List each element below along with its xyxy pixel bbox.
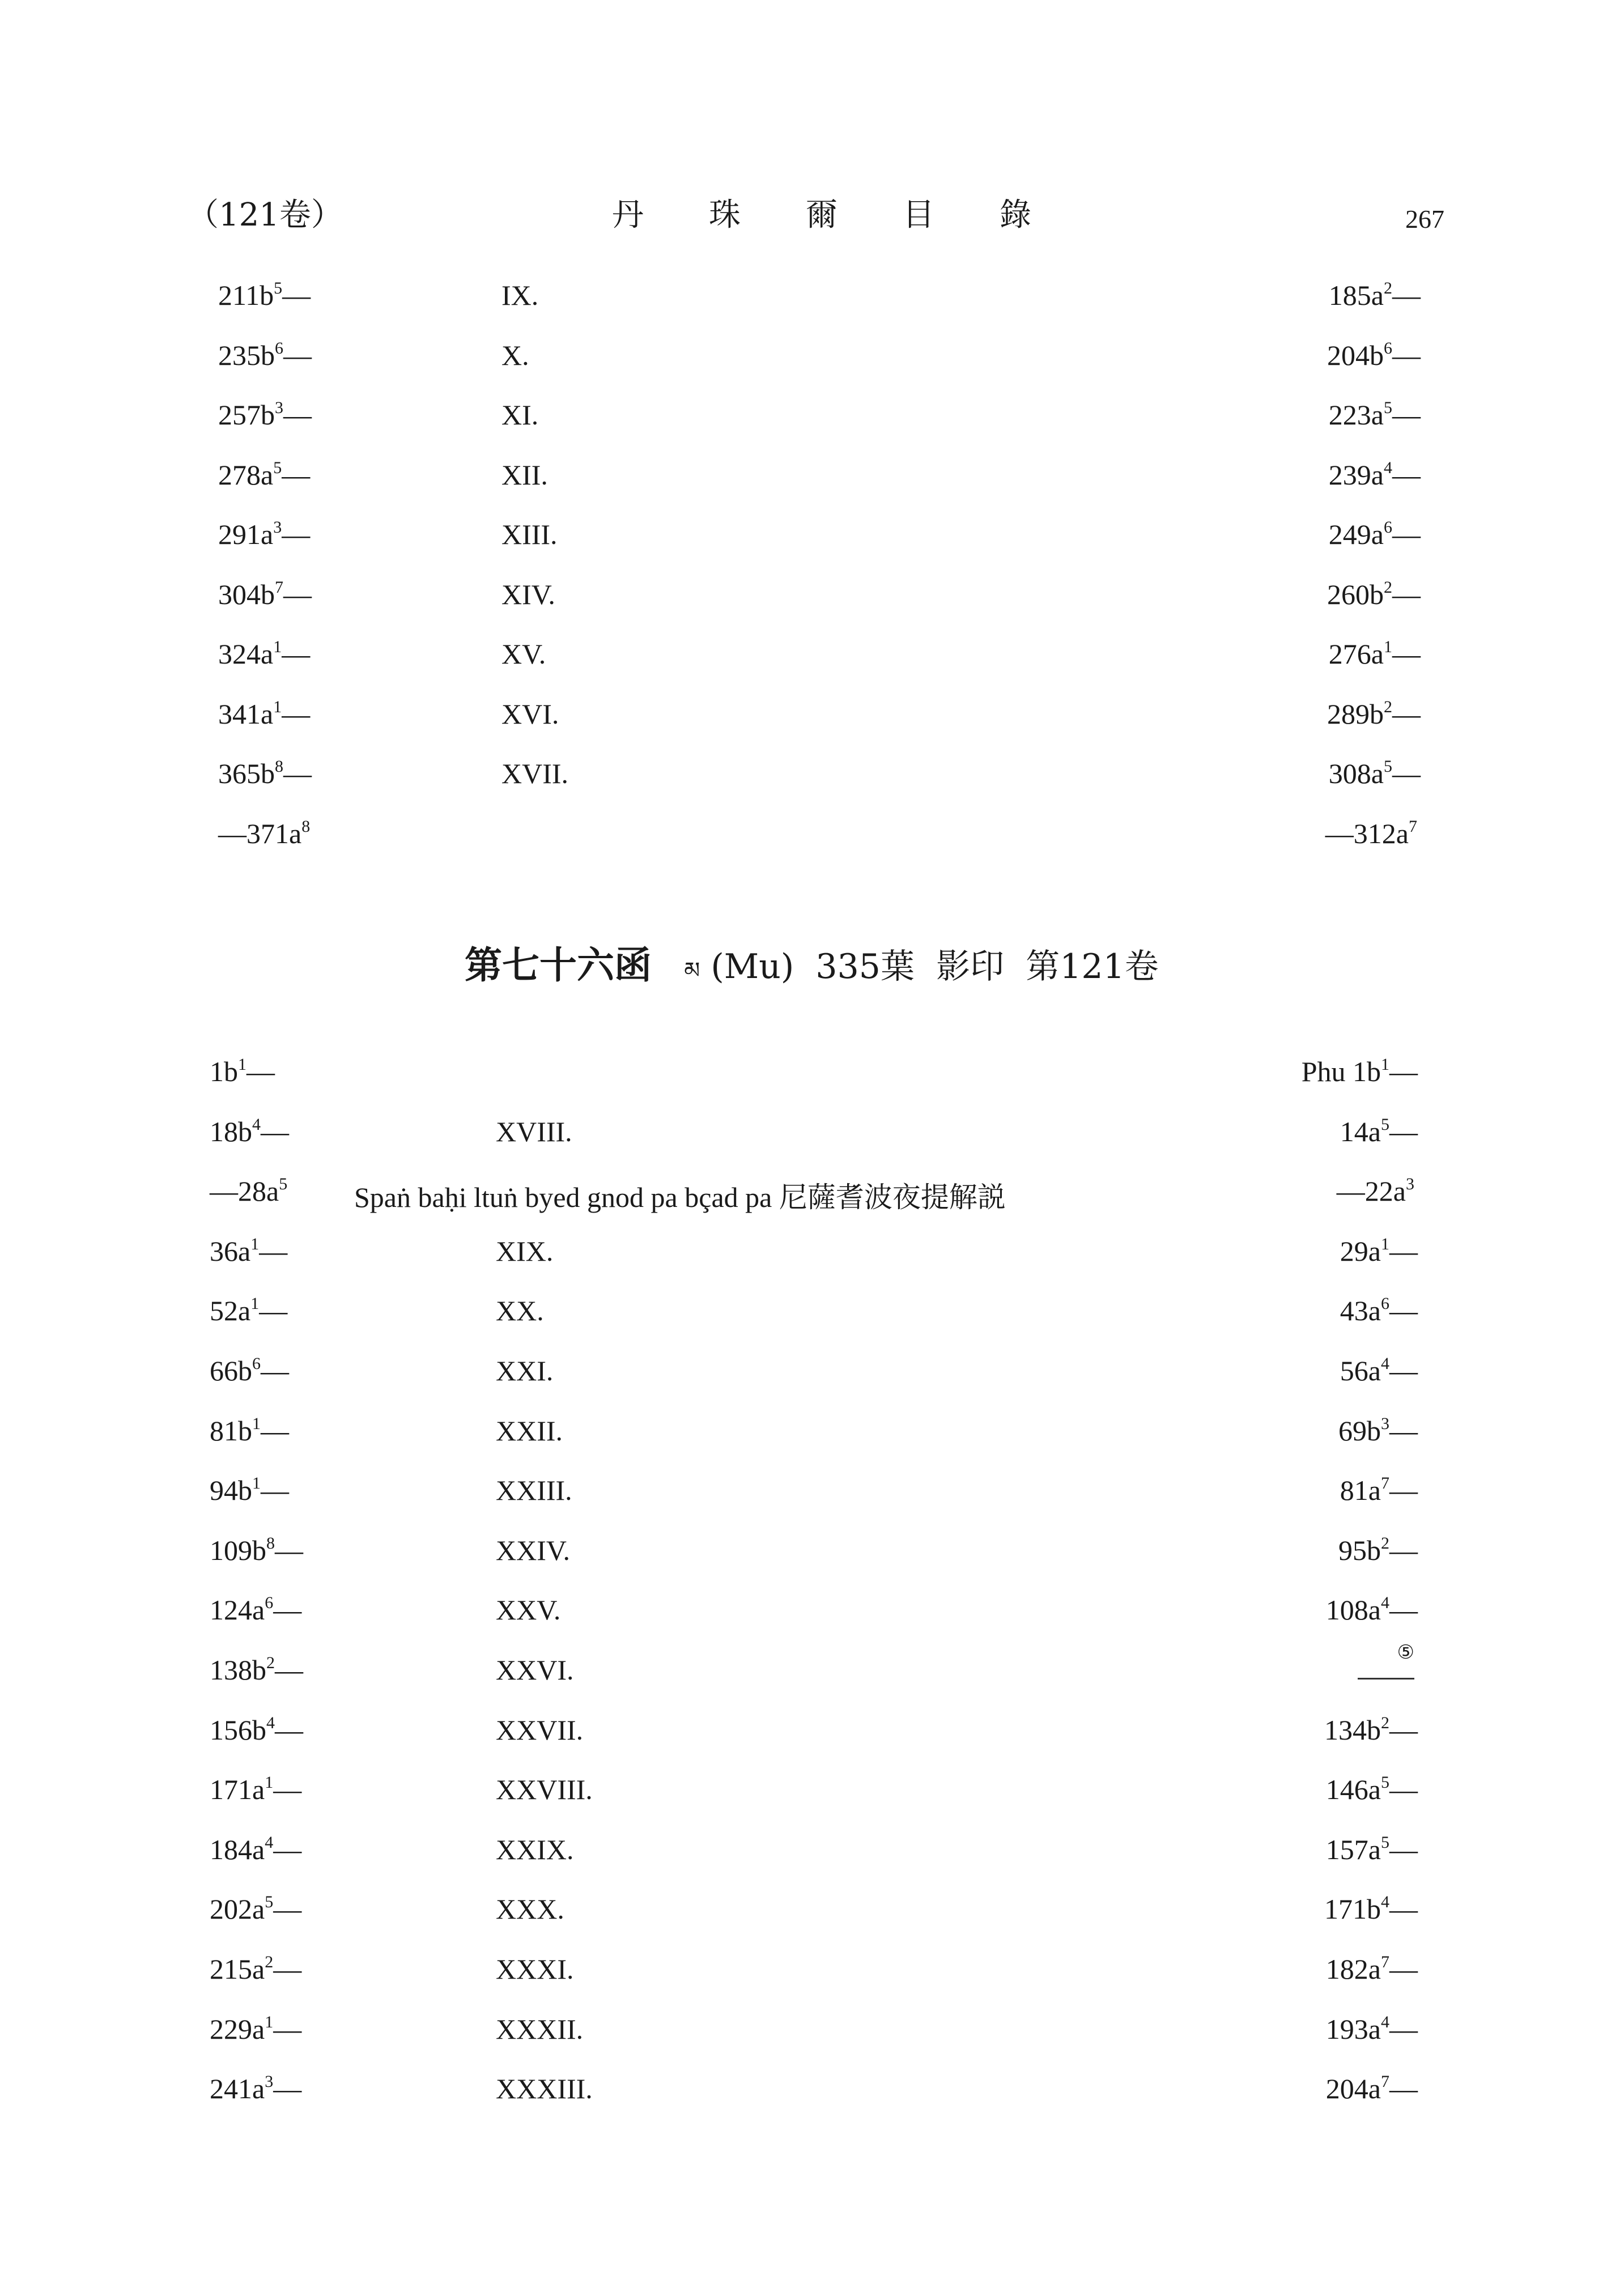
right-folio <box>1327 698 1417 730</box>
right-folio-base: 56a <box>1340 1355 1381 1387</box>
left-folio <box>218 518 307 551</box>
text-title: Spaṅ baḥi ltuṅ byed gnod pa bçad pa 尼薩耆波夜提解説 <box>354 1181 1006 1214</box>
table-row <box>0 698 1624 758</box>
left-folio-dash: — <box>273 2013 299 2045</box>
left-folio-dash: — <box>261 1115 286 1147</box>
left-folio-dash: — <box>261 1414 286 1447</box>
right-folio-sup: 1 <box>1384 637 1392 656</box>
left-folio-sup: 2 <box>265 1953 274 1971</box>
right-folio-base: 289b <box>1327 698 1384 730</box>
right-folio-base: 157a <box>1325 1833 1381 1865</box>
left-folio <box>218 339 308 372</box>
left-folio-dash: — <box>273 1953 299 1985</box>
right-folio-dash: — <box>1389 1056 1414 1087</box>
left-folio-sup: 8 <box>275 757 283 776</box>
left-folio-dash: — <box>282 698 307 730</box>
left-folio-dash: — <box>282 279 308 311</box>
right-folio-sup: 7 <box>1381 2072 1389 2091</box>
right-folio <box>1326 2013 1414 2046</box>
right-folio-base: 43a <box>1340 1295 1381 1327</box>
left-folio <box>210 1953 298 1985</box>
right-folio <box>1326 1593 1414 1626</box>
left-folio-sup: 6 <box>275 338 283 358</box>
chapter-number: XIII. <box>501 518 558 550</box>
left-folio-base: 18b <box>210 1115 252 1147</box>
right-folio <box>1324 1714 1414 1746</box>
left-folio-dash: — <box>273 1893 299 1925</box>
left-folio <box>218 578 308 611</box>
right-folio-base: —22a <box>1336 1175 1406 1207</box>
right-folio-base: 308a <box>1328 758 1384 789</box>
left-folio-dash: — <box>273 1774 299 1806</box>
left-folio <box>210 1653 300 1686</box>
right-folio <box>1327 578 1417 611</box>
chapter-number: XII. <box>501 458 548 491</box>
right-folio-base: 239a <box>1328 458 1384 491</box>
left-folio-base: 291a <box>218 518 274 550</box>
left-folio-base: 202a <box>210 1893 265 1925</box>
left-folio-dash: — <box>282 638 307 670</box>
right-folio-sup: 5 <box>1384 398 1392 417</box>
chapter-number: XVII. <box>501 758 569 789</box>
left-folio-base: 109b <box>210 1534 266 1566</box>
chapter-number: XVIII. <box>496 1115 572 1147</box>
left-folio <box>210 1773 298 1806</box>
left-folio <box>210 1714 300 1746</box>
right-folio-base: 95b <box>1338 1534 1381 1566</box>
right-folio-sup: 4 <box>1381 1593 1389 1613</box>
left-folio-dash: — <box>283 578 308 610</box>
right-folio-sup: 6 <box>1381 1294 1389 1313</box>
right-folio <box>1329 458 1417 491</box>
left-folio-base: 241a <box>210 2073 265 2105</box>
table-row <box>0 1474 1624 1534</box>
right-folio-dash: — <box>1389 1414 1414 1447</box>
right-folio-sup: 4 <box>1381 1354 1389 1373</box>
left-folio-base: 235b <box>218 339 275 371</box>
right-folio-base: 171b <box>1324 1893 1381 1925</box>
left-folio-dash: — <box>273 1833 299 1865</box>
right-folio-sup: 1 <box>1381 1234 1389 1253</box>
left-folio-sup: 1 <box>265 2012 274 2031</box>
right-folio-sup: 2 <box>1381 1713 1389 1732</box>
left-folio-base: —371a <box>218 817 302 849</box>
table-row <box>0 1175 1624 1235</box>
table-row <box>0 817 1624 877</box>
right-folio-dash: — <box>1389 1295 1414 1327</box>
left-folio-sup: 1 <box>238 1055 246 1074</box>
left-folio <box>210 1593 298 1626</box>
chapter-number: XXX. <box>496 1893 564 1925</box>
right-folio <box>1326 1773 1414 1806</box>
left-folio-base: 156b <box>210 1714 266 1746</box>
right-folio-base: 134b <box>1324 1714 1381 1746</box>
left-folio <box>218 757 308 790</box>
left-folio <box>218 279 307 312</box>
left-folio-dash: — <box>283 399 308 431</box>
right-folio-base: 185a <box>1328 279 1384 311</box>
table-row <box>0 637 1624 698</box>
table-row <box>0 1893 1624 1953</box>
right-folio-dash: — <box>1392 638 1417 670</box>
left-folio-base: 138b <box>210 1654 266 1686</box>
chapter-number: XXIII. <box>496 1474 572 1507</box>
left-folio-base: 171a <box>210 1774 265 1806</box>
left-folio <box>210 2072 298 2105</box>
section-title <box>465 935 1159 1009</box>
right-folio-dash: — <box>1389 1714 1414 1746</box>
right-folio-dash: — <box>1389 1833 1414 1865</box>
left-folio <box>218 398 308 431</box>
table-row <box>0 1235 1624 1295</box>
chapter-number: XIX. <box>496 1235 554 1267</box>
left-folio-base: 215a <box>210 1953 265 1985</box>
left-folio-base: 229a <box>210 2013 265 2045</box>
right-folio-dash: — <box>1389 1235 1414 1267</box>
left-folio-base: 94b <box>210 1474 252 1507</box>
right-folio-sup: 2 <box>1384 279 1392 297</box>
right-folio-sup: 2 <box>1381 1533 1389 1553</box>
left-folio-base: 184a <box>210 1833 265 1865</box>
right-folio <box>1340 1354 1414 1387</box>
right-folio-dash: — <box>1392 458 1417 491</box>
right-folio-base: 108a <box>1325 1594 1381 1626</box>
left-folio-sup: 1 <box>250 1294 260 1313</box>
left-folio <box>210 2013 298 2046</box>
table-row <box>0 578 1624 638</box>
right-folio-base: —312a <box>1325 817 1409 849</box>
right-folio-dash: — <box>1389 1774 1414 1806</box>
chapter-number: XIV. <box>501 578 555 610</box>
table-row <box>0 1115 1624 1175</box>
chapter-number: XXV. <box>496 1594 561 1626</box>
right-folio <box>1302 1055 1414 1088</box>
right-folio-dash: — <box>1392 339 1417 371</box>
table-row <box>0 1953 1624 2013</box>
left-folio-sup: 1 <box>252 1474 261 1493</box>
right-folio-sup: 3 <box>1381 1414 1389 1433</box>
chapter-number: XXIX. <box>496 1833 574 1865</box>
right-folio <box>1338 1414 1414 1447</box>
left-folio-base: 324a <box>218 638 274 670</box>
left-folio-dash: — <box>275 1714 300 1746</box>
right-folio <box>1338 1534 1414 1567</box>
right-folio-base: 260b <box>1327 578 1384 610</box>
section-title-tibetan: མ <box>684 958 700 984</box>
right-folio <box>1329 757 1417 790</box>
right-folio-sup: 2 <box>1384 697 1392 716</box>
right-folio-base: 69b <box>1338 1414 1381 1447</box>
left-folio-sup: 1 <box>250 1234 260 1253</box>
right-folio-sup: 7 <box>1409 817 1417 836</box>
right-folio-dash: — <box>1389 1893 1414 1925</box>
left-folio-sup: 1 <box>273 637 282 656</box>
left-folio-base: —28a <box>210 1175 279 1207</box>
right-folio-sup: 3 <box>1406 1175 1414 1194</box>
right-folio-sup: 2 <box>1384 577 1392 597</box>
right-folio-sup: 4 <box>1381 1893 1389 1912</box>
left-folio-sup: 1 <box>252 1414 261 1433</box>
right-folio-base: 14a <box>1340 1115 1381 1147</box>
right-folio-dash: — <box>1392 279 1417 311</box>
right-folio <box>1329 398 1417 431</box>
right-folio <box>1327 339 1417 372</box>
left-folio-base: 365b <box>218 758 275 789</box>
running-title: 丹珠爾目錄 <box>612 197 1096 233</box>
left-folio-sup: 6 <box>265 1593 274 1613</box>
left-folio-dash: — <box>273 2073 299 2105</box>
right-folio-dash: — <box>1389 1474 1414 1507</box>
left-folio-base: 1b <box>210 1056 238 1087</box>
right-folio-base: 81a <box>1340 1474 1381 1507</box>
left-folio-base: 341a <box>218 698 274 730</box>
left-folio-sup: 4 <box>265 1832 274 1852</box>
right-folio-sup: 6 <box>1384 338 1392 358</box>
chapter-number: IX. <box>501 279 539 311</box>
left-folio-sup: 4 <box>252 1115 261 1134</box>
table-row <box>0 1642 1624 1714</box>
chapter-number: XXXII. <box>496 2013 584 2045</box>
chapter-number: X. <box>501 339 529 371</box>
left-folio <box>210 1833 298 1866</box>
right-folio-sup: 6 <box>1384 518 1392 537</box>
right-folio-base: 204b <box>1327 339 1384 371</box>
left-folio-dash: — <box>273 1594 299 1626</box>
left-folio-dash: — <box>259 1295 284 1327</box>
right-folio-sup: 5 <box>1384 757 1392 776</box>
footnote-marker: ⑤ <box>1397 1642 1414 1663</box>
left-folio-sup: 5 <box>274 279 283 297</box>
right-folio-dash: — <box>1392 518 1417 550</box>
left-folio-sup: 8 <box>301 817 311 836</box>
left-folio-base: 124a <box>210 1594 265 1626</box>
left-folio-sup: 5 <box>279 1175 288 1194</box>
left-folio <box>218 817 310 850</box>
chapter-number: XXXIII. <box>496 2073 593 2105</box>
left-folio-sup: 3 <box>275 398 283 417</box>
right-folio-dash: — <box>1389 1534 1414 1566</box>
right-folio-sup: 4 <box>1381 2012 1389 2031</box>
right-folio-dash: — <box>1389 1355 1414 1387</box>
table-row <box>0 1714 1624 1774</box>
right-folio <box>1329 518 1417 551</box>
left-folio-dash: — <box>275 1654 300 1686</box>
left-folio-sup: 4 <box>266 1713 275 1732</box>
right-folio <box>1340 1235 1414 1268</box>
left-folio-base: 36a <box>210 1235 251 1267</box>
right-folio-dash: — <box>1389 1115 1414 1147</box>
section-title-main: 第七十六函 <box>465 943 652 987</box>
left-folio-base: 66b <box>210 1355 252 1387</box>
right-folio-base: 1b <box>1353 1056 1381 1087</box>
chapter-number: XXVII. <box>496 1714 584 1746</box>
chapter-number: XV. <box>501 638 546 670</box>
right-folio-prefix: Phu <box>1301 1056 1353 1087</box>
left-folio-sup: 1 <box>273 697 282 716</box>
right-folio-sup: 1 <box>1381 1055 1389 1074</box>
table-row <box>0 518 1624 578</box>
left-folio <box>210 1474 286 1507</box>
left-folio-sup: 8 <box>266 1533 275 1553</box>
right-folio-dash: — <box>1389 2073 1414 2105</box>
right-folio-sup: 7 <box>1381 1953 1389 1971</box>
table-row <box>0 458 1624 518</box>
left-folio-base: 211b <box>218 279 274 311</box>
left-folio-dash: — <box>283 758 308 789</box>
left-folio-base: 257b <box>218 399 275 431</box>
table-row <box>0 757 1624 817</box>
table-row <box>0 279 1624 339</box>
left-folio-base: 81b <box>210 1414 252 1447</box>
right-folio-sup: 7 <box>1381 1474 1389 1493</box>
table-row <box>0 1414 1624 1474</box>
left-folio-base: 304b <box>218 578 275 610</box>
right-folio-base: 29a <box>1340 1235 1381 1267</box>
left-folio-sup: 3 <box>265 2072 274 2091</box>
right-folio-dash: — <box>1392 578 1417 610</box>
right-folio-base: 223a <box>1328 399 1384 431</box>
table-row <box>0 1055 1624 1115</box>
table-row <box>0 398 1624 458</box>
left-folio <box>210 1115 286 1148</box>
right-folio <box>1329 637 1417 670</box>
left-folio-dash: — <box>282 458 307 491</box>
right-folio <box>1326 1953 1414 1985</box>
left-folio-sup: 6 <box>252 1354 261 1373</box>
chapter-number: XXIV. <box>496 1534 571 1566</box>
right-folio <box>1340 1474 1414 1507</box>
right-folio-sup: 5 <box>1381 1832 1389 1852</box>
left-folio-sup: 5 <box>265 1893 274 1912</box>
left-folio-dash: — <box>259 1235 284 1267</box>
left-folio-sup: 3 <box>273 518 282 537</box>
right-folio <box>1329 279 1417 312</box>
right-folio-sup: 5 <box>1381 1773 1389 1792</box>
left-folio <box>210 1893 298 1925</box>
right-folio-base: 249a <box>1328 518 1384 550</box>
chapter-number: XVI. <box>501 698 559 730</box>
table-row <box>0 1833 1624 1893</box>
left-folio-sup: 1 <box>265 1773 274 1792</box>
left-folio <box>210 1055 271 1088</box>
right-folio <box>1326 1833 1414 1866</box>
chapter-number: XXVIII. <box>496 1774 593 1806</box>
table-row <box>0 1773 1624 1833</box>
right-folio <box>1340 1294 1414 1327</box>
right-folio-dash: — <box>1389 2013 1414 2045</box>
left-folio-sup: 7 <box>275 577 283 597</box>
left-folio <box>210 1235 284 1268</box>
right-folio-dash: — <box>1392 698 1417 730</box>
right-folio <box>1324 1893 1414 1925</box>
right-folio-dash: — <box>1392 399 1417 431</box>
chapter-number: XX. <box>496 1295 544 1327</box>
table-row <box>0 1593 1624 1653</box>
right-folio <box>1326 2072 1414 2105</box>
table-row <box>0 1294 1624 1354</box>
right-folio-base: 204a <box>1325 2073 1381 2105</box>
right-folio-dash: — <box>1389 1953 1414 1985</box>
left-folio <box>218 698 307 730</box>
chapter-number: XXVI. <box>496 1654 574 1686</box>
right-folio-base: 146a <box>1325 1774 1381 1806</box>
table-row <box>0 1534 1624 1594</box>
left-folio <box>210 1175 287 1207</box>
right-folio-dash: — <box>1389 1594 1414 1626</box>
left-folio-dash: — <box>246 1056 271 1087</box>
left-folio-base: 52a <box>210 1295 251 1327</box>
right-folio-dash: — <box>1392 758 1417 789</box>
right-folio-base: 193a <box>1325 2013 1381 2045</box>
right-folio <box>1337 1175 1414 1207</box>
left-folio-base: 278a <box>218 458 274 491</box>
left-folio-dash: — <box>261 1355 286 1387</box>
left-folio <box>210 1414 286 1447</box>
volume-label: （121卷） <box>187 197 343 233</box>
left-folio-sup: 2 <box>266 1653 275 1672</box>
left-folio-sup: 5 <box>273 458 282 477</box>
left-folio-dash: — <box>282 518 307 550</box>
left-folio <box>210 1294 284 1327</box>
left-folio-dash: — <box>261 1474 286 1507</box>
left-folio <box>210 1534 300 1567</box>
left-folio <box>210 1354 286 1387</box>
table-row <box>0 339 1624 399</box>
table-row <box>0 1354 1624 1414</box>
chapter-number: XXI. <box>496 1355 554 1387</box>
right-folio <box>1340 1115 1414 1148</box>
right-folio-sup: 4 <box>1384 458 1392 477</box>
right-folio-sup: 5 <box>1381 1115 1389 1134</box>
right-folio-base: 276a <box>1328 638 1384 670</box>
table-row <box>0 2013 1624 2073</box>
section-title-details: (Mu) 335葉 影印 第121卷 <box>700 947 1159 987</box>
left-folio <box>218 637 307 670</box>
chapter-number: XI. <box>501 399 539 431</box>
left-folio-dash: — <box>283 339 308 371</box>
chapter-number: XXII. <box>496 1414 563 1447</box>
left-folio-dash: — <box>275 1534 300 1566</box>
chapter-number: XXXI. <box>496 1953 574 1985</box>
table-row <box>0 2072 1624 2132</box>
left-folio <box>218 458 307 491</box>
right-folio-base: 182a <box>1325 1953 1381 1985</box>
right-folio <box>1325 817 1417 850</box>
page-number: 267 <box>1405 205 1444 233</box>
